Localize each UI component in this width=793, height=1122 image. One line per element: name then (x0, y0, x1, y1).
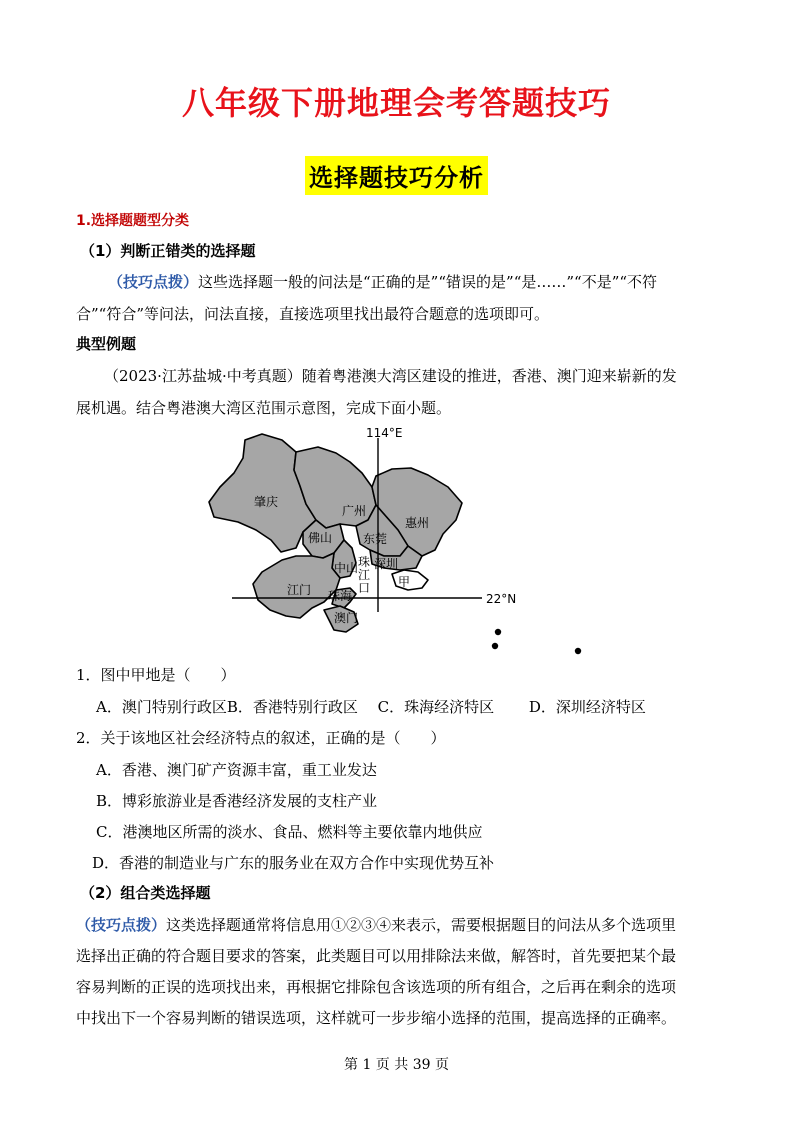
heading-combination-type: （2）组合类选择题 (80, 884, 211, 902)
label-zhongshan: 中山 (334, 561, 359, 575)
heading-true-false-type: （1）判断正错类的选择题 (80, 242, 256, 260)
label-shenzhen: 深圳 (374, 557, 399, 571)
greater-bay-area-map (200, 420, 600, 670)
label-huizhou: 惠州 (405, 516, 430, 530)
island-dot (575, 648, 581, 654)
label-jiangmen: 江门 (287, 583, 312, 597)
label-foshan: 佛山 (308, 531, 333, 545)
question-2-option-b: B．博彩旅游业是香港经济发展的支柱产业 (96, 792, 378, 810)
label-guangzhou: 广州 (342, 504, 367, 518)
label-dongguan: 东莞 (363, 532, 388, 546)
page-title: 八年级下册地理会考答题技巧 (181, 84, 611, 122)
island-dot (492, 643, 498, 649)
question-2-option-c: C．港澳地区所需的淡水、食品、燃料等主要依靠内地供应 (96, 823, 483, 841)
question-1-options: A．澳门特别行政区B．香港特别行政区 C．珠海经济特区 D．深圳经济特区 (96, 698, 646, 716)
tip-paragraph-line-2: 合”“符合”等问法，问法直接，直接选项里找出最符合题意的选项即可。 (76, 305, 550, 323)
tip-paragraph-line-1: （技巧点拨）这些选择题一般的问法是“正确的是”“错误的是”“是……”“不是”“不符 (108, 273, 658, 291)
label-zhaoqing: 肇庆 (254, 495, 279, 509)
question-2-option-d: D．香港的制造业与广东的服务业在双方合作中实现优势互补 (92, 854, 495, 872)
tip2-line-1: （技巧点拨）这类选择题通常将信息用①②③④来表示，需要根据题目的问法从多个选项里 (76, 916, 677, 934)
tip2-line-2: 选择出正确的符合题目要求的答案，此类题目可以用排除法来做，解答时，首先要把某个最 (76, 947, 677, 965)
example-text-line-2: 展机遇。结合粤港澳大湾区范围示意图，完成下面小题。 (76, 399, 452, 417)
island-dot (495, 629, 501, 635)
example-heading: 典型例题 (76, 335, 137, 353)
example-text-line-1: （2023·江苏盐城·中考真题）随着粤港澳大湾区建设的推进，香港、澳门迎来崭新的发 (104, 367, 677, 385)
tip-label: （技巧点拨） (108, 273, 199, 291)
heading-question-types: 1.选择题题型分类 (76, 213, 190, 229)
lat-label: 22°N (486, 592, 517, 606)
tip2-line-4: 中找出下一个容易判断的错误选项，这样就可一步步缩小选择的范围，提高选择的正确率。 (76, 1009, 677, 1027)
tip2-label: （技巧点拨） (76, 916, 167, 934)
label-zhuhai: 珠海 (328, 589, 353, 603)
label-zhujiangkou: 珠江口 (358, 555, 371, 595)
tip2-line-3: 容易判断的正误的选项找出来，再根据它排除包含该选项的所有组合，之后再在剩余的选项 (76, 978, 677, 996)
section-title: 选择题技巧分析 (305, 156, 488, 195)
lon-label: 114°E (366, 426, 403, 440)
label-jia: 甲 (398, 575, 411, 589)
page-footer: 第 1 页 共 39 页 (344, 1057, 449, 1073)
label-macau: 澳门 (334, 611, 359, 625)
question-2-option-a: A．香港、澳门矿产资源丰富，重工业发达 (96, 761, 377, 779)
question-2-stem: 2．关于该地区社会经济特点的叙述，正确的是（ ） (76, 729, 446, 747)
question-1-stem: 1．图中甲地是（ ） (76, 666, 236, 684)
